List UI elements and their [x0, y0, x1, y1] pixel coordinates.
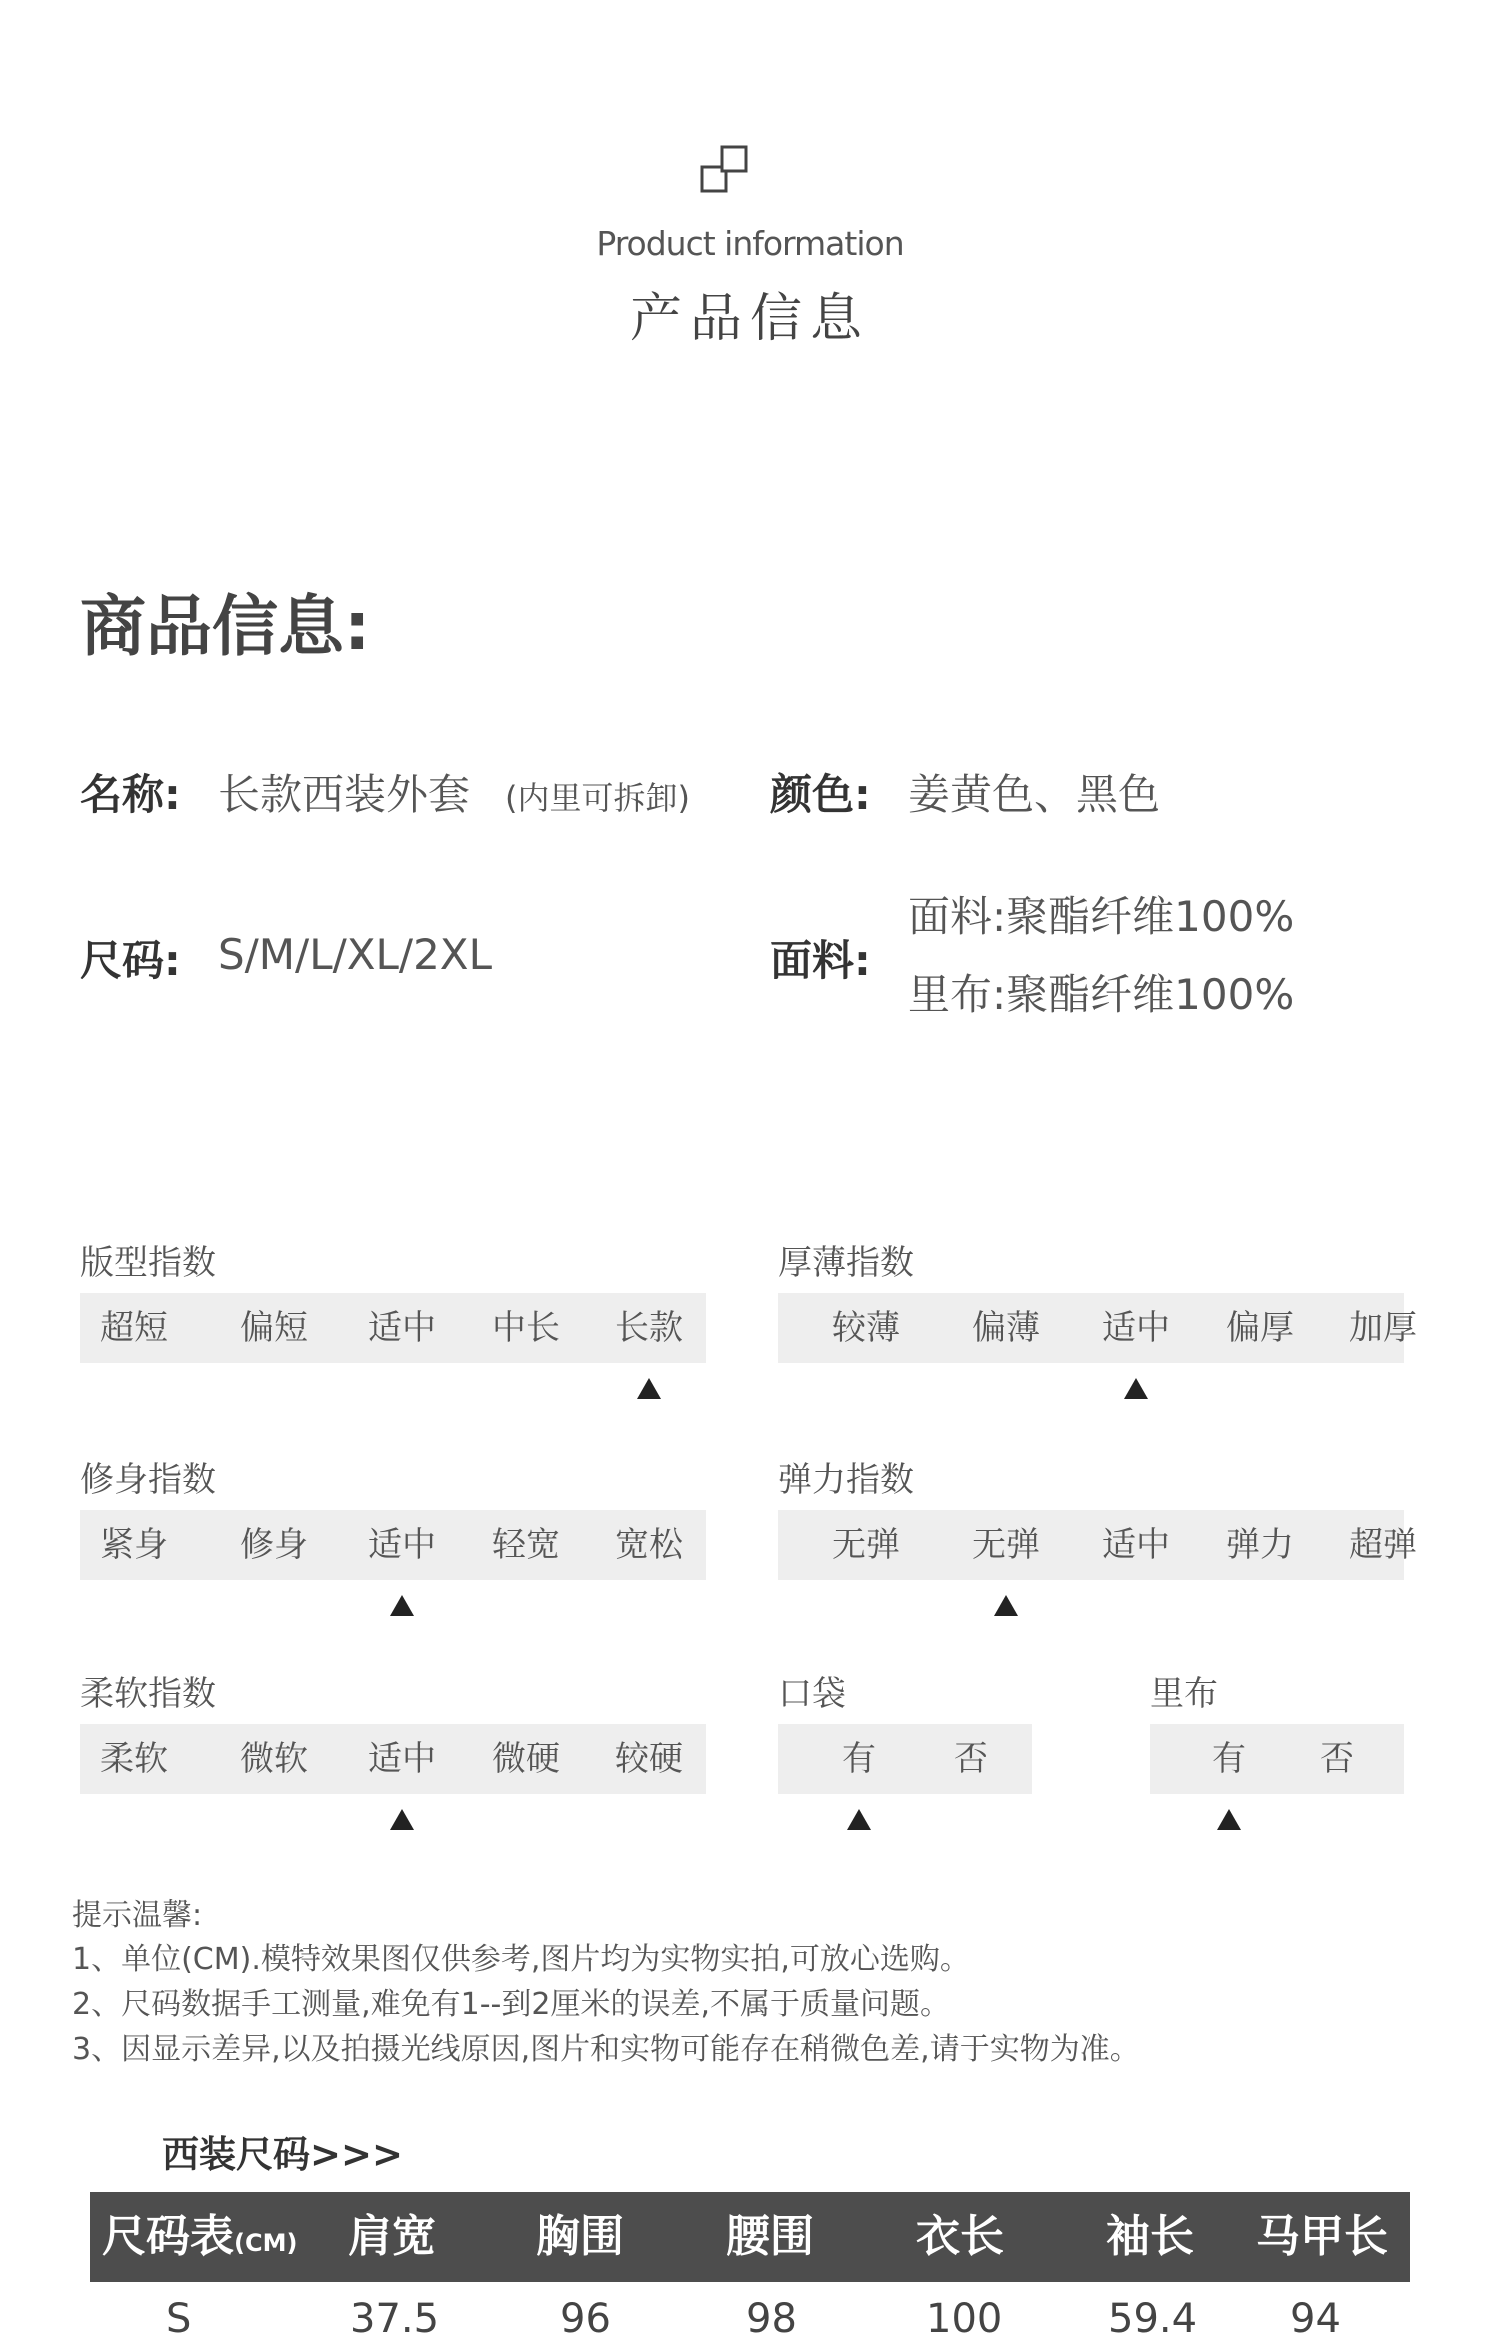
- thickness-index-option: 较薄: [832, 1308, 900, 1348]
- slim-index-option: 紧身: [100, 1525, 168, 1565]
- size-label: 尺码:: [80, 936, 181, 985]
- color-value: 姜黄色、黑色: [908, 770, 1161, 819]
- color-label: 颜色:: [770, 770, 871, 819]
- slim-index-selected-marker: [390, 1595, 414, 1616]
- lining-index-title: 里布: [1150, 1674, 1218, 1714]
- row-sleeve: 59.4: [1108, 2296, 1198, 2342]
- size-table-title-main: 尺码表: [102, 2211, 234, 2262]
- softness-index-option: 适中: [368, 1739, 436, 1779]
- slim-index-option: 宽松: [615, 1525, 683, 1565]
- row-waist: 98: [746, 2296, 797, 2342]
- softness-index-option: 柔软: [100, 1739, 168, 1779]
- column-waist: 腰围: [726, 2211, 814, 2262]
- softness-index-option: 微软: [240, 1739, 308, 1779]
- row-shoulder: 37.5: [350, 2296, 440, 2342]
- row-length: 100: [926, 2296, 1003, 2342]
- size-chart-link[interactable]: 西装尺码>>>: [162, 2133, 404, 2176]
- thickness-index-option: 偏厚: [1226, 1308, 1294, 1348]
- column-vest-length: 马甲长: [1256, 2211, 1388, 2262]
- fit-index-option: 中长: [492, 1308, 560, 1348]
- thickness-index-selected-marker: [1124, 1378, 1148, 1399]
- slim-index-option: 适中: [368, 1525, 436, 1565]
- thickness-index-title: 厚薄指数: [778, 1243, 914, 1283]
- fit-index-selected-marker: [637, 1378, 661, 1399]
- row-size: S: [166, 2296, 192, 2342]
- fit-index-option: 超短: [100, 1308, 168, 1348]
- elastic-index-option: 超弹: [1349, 1525, 1417, 1565]
- notes-title: 提示温馨:: [72, 1898, 203, 1933]
- size-table-title: [102, 2192, 297, 2282]
- column-sleeve: 袖长: [1106, 2211, 1194, 2262]
- name-note: (内里可拆卸): [505, 779, 690, 817]
- softness-index-selected-marker: [390, 1809, 414, 1830]
- elastic-index-option: 无弹: [832, 1525, 900, 1565]
- column-length: 衣长: [916, 2211, 1004, 2262]
- row-vest-length: 94: [1290, 2296, 1341, 2342]
- thickness-index-option: 适中: [1102, 1308, 1170, 1348]
- row-chest: 96: [560, 2296, 611, 2342]
- elastic-index-title: 弹力指数: [778, 1460, 914, 1500]
- lining-index-bar: [1150, 1724, 1404, 1794]
- name-label: 名称:: [80, 770, 181, 819]
- lining-index-option: 有: [1212, 1739, 1246, 1779]
- slim-index-title: 修身指数: [80, 1460, 216, 1500]
- slim-index-option: 修身: [240, 1525, 308, 1565]
- column-chest: 胸围: [536, 2211, 624, 2262]
- softness-index-option: 微硬: [492, 1739, 560, 1779]
- slim-index-option: 轻宽: [492, 1525, 560, 1565]
- elastic-index-option: 适中: [1102, 1525, 1170, 1565]
- column-shoulder: 肩宽: [348, 2211, 436, 2262]
- thickness-index-option: 偏薄: [972, 1308, 1040, 1348]
- pocket-index-option: 有: [842, 1739, 876, 1779]
- size-value: S/M/L/XL/2XL: [218, 930, 492, 979]
- elastic-index-option: 弹力: [1226, 1525, 1294, 1565]
- elastic-index-option: 无弹: [972, 1525, 1040, 1565]
- pocket-index-title: 口袋: [778, 1674, 846, 1714]
- size-table-header: [90, 2192, 1410, 2282]
- overlapping-squares-icon: [700, 145, 750, 195]
- pocket-index-bar: [778, 1724, 1032, 1794]
- note-line-3: 3、因显示差异,以及拍摄光线原因,图片和实物可能存在稍微色差,请于实物为准。: [72, 2032, 1140, 2067]
- fit-index-option: 长款: [615, 1308, 683, 1348]
- softness-index-option: 较硬: [615, 1739, 683, 1779]
- section-title: 商品信息:: [80, 588, 371, 665]
- lining-index-selected-marker: [1217, 1809, 1241, 1830]
- header-title-en: Product information: [596, 224, 904, 263]
- fit-index-option: 偏短: [240, 1308, 308, 1348]
- lining-index-option: 否: [1320, 1739, 1354, 1779]
- fabric-label: 面料:: [770, 936, 871, 985]
- fabric-line-1: 面料:聚酯纤维100%: [908, 892, 1295, 941]
- softness-index-title: 柔软指数: [80, 1674, 216, 1714]
- note-line-2: 2、尺码数据手工测量,难免有1--到2厘米的误差,不属于质量问题。: [72, 1987, 950, 2022]
- fabric-line-2: 里布:聚酯纤维100%: [908, 970, 1295, 1019]
- pocket-index-selected-marker: [847, 1809, 871, 1830]
- elastic-index-selected-marker: [994, 1595, 1018, 1616]
- size-table-title-unit: (CM): [234, 2229, 298, 2257]
- pocket-index-option: 否: [954, 1739, 988, 1779]
- name-value: 长款西装外套: [218, 770, 471, 819]
- thickness-index-option: 加厚: [1349, 1308, 1417, 1348]
- note-line-1: 1、单位(CM).模特效果图仅供参考,图片均为实物实拍,可放心选购。: [72, 1942, 970, 1977]
- fit-index-title: 版型指数: [80, 1243, 216, 1283]
- header-title-cn: 产品信息: [629, 289, 870, 349]
- fit-index-option: 适中: [368, 1308, 436, 1348]
